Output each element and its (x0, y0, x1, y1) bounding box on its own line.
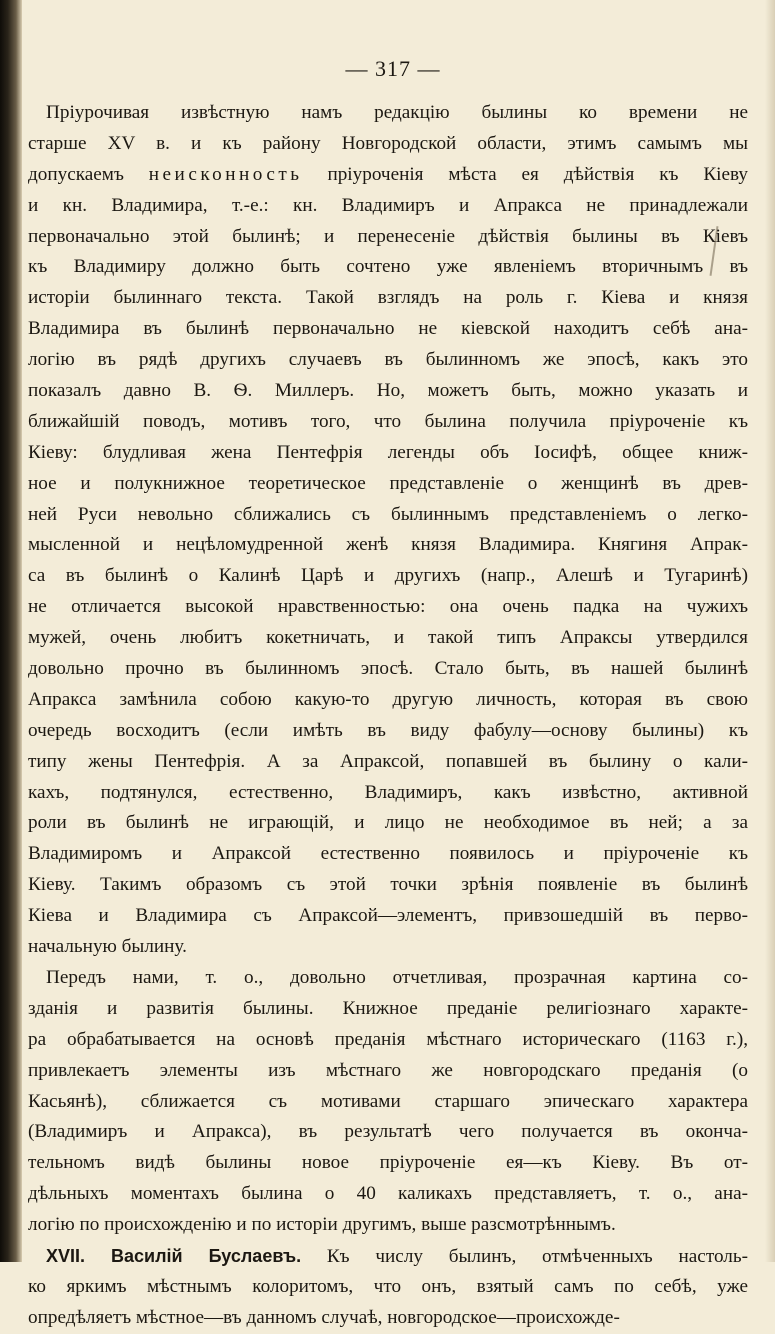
text-line (28, 1117, 748, 1148)
text-line (28, 222, 748, 253)
text-line (28, 808, 748, 839)
text-line (28, 963, 748, 994)
text-line (28, 561, 748, 592)
text-segment: Владимира въ былинѣ первоначально не кіевской находитъ себѣ ана- (28, 318, 748, 340)
text-segment: Кіеву. Такимъ образомъ съ этой точки зрѣнія появленіе въ былинѣ (28, 874, 748, 896)
text-line (28, 623, 748, 654)
text-line (28, 160, 748, 191)
text-segment: Кіеву: блудливая жена Пентефрія легенды объ Іосифѣ, общее книж- (28, 441, 748, 463)
text-line (28, 438, 748, 469)
text-line (28, 345, 748, 376)
scan-binding-edge (0, 0, 22, 1262)
paragraph (28, 98, 748, 963)
text-segment: роли въ былинѣ не играющій, и лицо не необходимое въ ней; а за (28, 812, 748, 834)
text-segment: тельномъ видѣ былины новое пріуроченіе ея—къ Кіеву. Въ от- (28, 1152, 748, 1174)
scan-right-edge (765, 0, 775, 1262)
text-segment: очередь восходитъ (если имѣть въ виду фабулу—основу былины) къ (28, 719, 748, 741)
text-segment: Касьянѣ), сближается съ мотивами старшаго эпическаго характера (28, 1090, 748, 1112)
text-segment: ное и полукнижное теоретическое представленіе о женщинѣ въ древ- (28, 472, 748, 494)
book-page (28, 0, 758, 1328)
text-line (28, 1179, 748, 1210)
text-segment: старше XV в. и къ району Новгородской области, этимъ самымъ мы (28, 132, 748, 154)
text-segment: исторіи былиннаго текста. Такой взглядъ на роль г. Кіева и князя (28, 287, 748, 309)
paragraph (28, 963, 748, 1241)
text-line (28, 1087, 748, 1118)
text-segment: типу жены Пентефрія. А за Апраксой, попавшей въ былину о кали- (28, 750, 748, 772)
text-segment: ней Руси невольно сближались съ былиннымъ представленіемъ о легко- (28, 503, 748, 525)
text-line (28, 469, 748, 500)
text-line (28, 1056, 748, 1087)
text-line (28, 685, 748, 716)
text-line (28, 1303, 748, 1334)
text-line (28, 1025, 748, 1056)
text-segment: зданія и развитія былины. Книжное преданіе религіознаго характе- (28, 997, 748, 1019)
text-segment: начальную былину. (28, 936, 187, 958)
text-line (28, 283, 748, 314)
text-line (28, 252, 748, 283)
text-line (28, 716, 748, 747)
text-segment: показалъ давно В. Ѳ. Миллеръ. Но, можетъ быть, можно указать и (28, 380, 748, 402)
text-line (28, 191, 748, 222)
text-segment: Пріурочивая извѣстную намъ редакцію былины ко времени не (46, 102, 748, 123)
text-line (28, 500, 748, 531)
text-segment: мысленной и нецѣломудренной женѣ князя Владимира. Княгиня Апрак- (28, 534, 748, 556)
text-line (28, 839, 748, 870)
text-line (28, 530, 748, 561)
text-line (28, 778, 748, 809)
text-line (28, 654, 748, 685)
text-line (28, 407, 748, 438)
text-line (28, 1148, 748, 1179)
text-segment: логію въ рядѣ другихъ случаевъ въ былинномъ же эпосѣ, какъ это (28, 349, 748, 371)
text-line (28, 1210, 748, 1241)
text-segment: допускаемъ (28, 163, 149, 185)
text-line (28, 747, 748, 778)
text-line (28, 1241, 748, 1272)
spaced-emphasis: неисконность (148, 163, 303, 185)
text-line (28, 314, 748, 345)
text-line (28, 870, 748, 901)
text-line (28, 592, 748, 623)
text-line (28, 1272, 748, 1303)
text-segment: привлекаетъ элементы изъ мѣстнаго же новгородскаго преданія (о (28, 1059, 748, 1081)
text-segment: ближайшій поводъ, мотивъ того, что былина получила пріуроченіе къ (28, 410, 748, 432)
text-segment: Кіева и Владимира съ Апраксой—элементъ, привзошедшій въ перво- (28, 905, 748, 927)
text-line (28, 932, 748, 963)
text-segment: первоначально этой былинѣ; и перенесеніе дѣйствія былины въ Кіевъ (28, 225, 748, 247)
text-segment: ко яркимъ мѣстнымъ колоритомъ, что онъ, взятый самъ по себѣ, уже (28, 1275, 748, 1297)
text-line (28, 376, 748, 407)
text-line (28, 901, 748, 932)
text-segment: Передъ нами, т. о., довольно отчетливая, прозрачная картина со- (46, 966, 748, 988)
text-segment: и кн. Владимира, т.-е.: кн. Владимиръ и Апракса не принадлежали (28, 194, 748, 216)
text-segment: кахъ, подтянулся, естественно, Владимиръ, какъ извѣстно, активной (28, 781, 748, 803)
page-number: — 317 — (345, 56, 441, 81)
text-segment: дѣльныхъ моментахъ былина о 40 каликахъ представляетъ, т. о., ана- (28, 1183, 748, 1205)
text-segment: са въ былинѣ о Калинѣ Царѣ и другихъ (напр., Алешѣ и Тугаринѣ) (28, 565, 748, 587)
text-line (28, 994, 748, 1025)
text-segment: логію по происхожденію и по исторіи другимъ, выше разсмотрѣннымъ. (28, 1214, 616, 1236)
text-segment: довольно прочно въ былинномъ эпосѣ. Стало быть, въ нашей былинѣ (28, 658, 748, 680)
text-segment: пріуроченія мѣста ея дѣйствія къ Кіеву (302, 163, 748, 185)
text-segment: ра обрабатывается на основѣ преданія мѣстнаго историческаго (1163 г.), (28, 1028, 748, 1050)
text-segment: къ Владимиру должно быть сочтено уже явленіемъ вторичнымъ въ (28, 256, 748, 278)
paragraph (28, 1241, 748, 1334)
text-segment: (Владимиръ и Апракса), въ результатѣ чего получается въ оконча- (28, 1121, 748, 1143)
text-segment: Апракса замѣнила собою какую-то другую личность, которая въ свою (28, 688, 748, 710)
text-segment: опредѣляетъ мѣстное—въ данномъ случаѣ, новгородское—происхожде- (28, 1306, 620, 1328)
text-segment: Къ числу былинъ, отмѣченныхъ настоль- (301, 1245, 748, 1267)
text-segment: не отличается высокой нравственностью: она очень падка на чужихъ (28, 596, 748, 618)
text-line (28, 129, 748, 160)
section-heading: XVII. Василій Буслаевъ. (46, 1245, 302, 1266)
text-segment: мужей, очень любитъ кокетничать, и такой типъ Апраксы утвердился (28, 627, 748, 649)
text-line (28, 98, 748, 129)
text-segment: Владимиромъ и Апраксой естественно появилось и пріуроченіе къ (28, 843, 748, 865)
body-text (28, 98, 748, 1334)
